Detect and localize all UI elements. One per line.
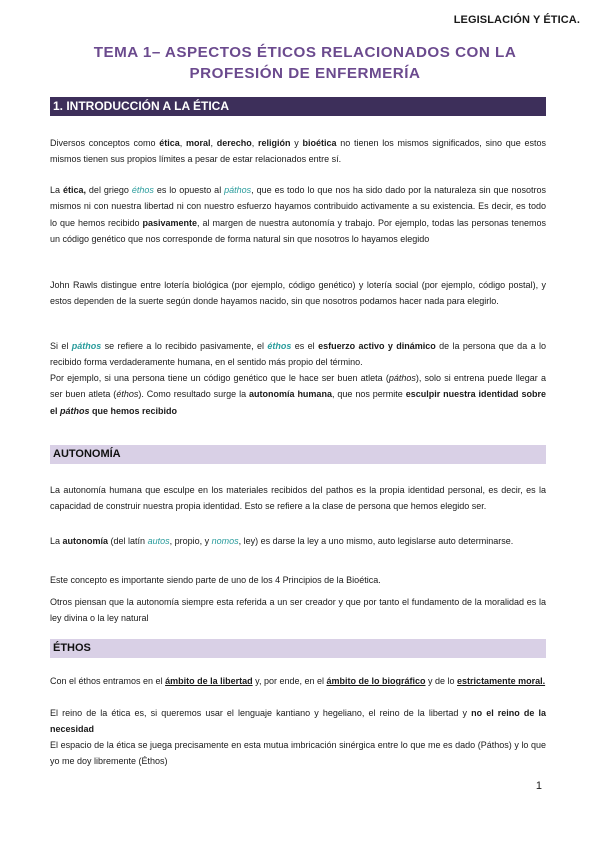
- section-heading-ethos: ÉTHOS: [50, 639, 546, 658]
- document-header-tag: LEGISLACIÓN Y ÉTICA.: [453, 14, 580, 26]
- ethos-paragraph-2: El reino de la ética es, si queremos usar el lenguaje kantiano y hegeliano, el reino de la libertad y no el reino de la necesidad: [50, 708, 546, 735]
- section-heading-intro: 1. INTRODUCCIÓN A LA ÉTICA: [50, 97, 546, 116]
- intro-paragraph-2: La ética, del griego éthos es lo opuesto al páthos, que es todo lo que nos ha sido dado por la naturaleza sin que nosotros mismos ni con nuestra libertad ni con nuestro esfuerzo hayamos contribuido activamente a su existencia. Es decir, es todo lo que hemos recibido pasivamente, al margen de nuestra autonomía y trabajo. Por ejemplo, todas las personas tenemos un código genético que nos corresponde de forma natural sin que nosotros lo hayamos elegido: [50, 185, 547, 245]
- intro-paragraph-3: John Rawls distingue entre lotería biológica (por ejemplo, código genético) y lotería social (por ejemplo, código postal), y estos dependen de la suerte según donde hayamos nacido, sin que nosotros podamos hacer nada para elegirlo.: [50, 280, 546, 307]
- page-title-line-1: TEMA 1– ASPECTOS ÉTICOS RELACIONADOS CON LA: [93, 44, 517, 61]
- page-title: [55, 42, 555, 84]
- page-number: 1: [535, 780, 542, 792]
- page-title-line-2: PROFESIÓN DE ENFERMERÍA: [189, 65, 421, 82]
- autonomia-paragraph-3: Este concepto es importante siendo parte de uno de los 4 Principios de la Bioética.: [50, 575, 381, 585]
- autonomia-paragraph-4: Otros piensan que la autonomía siempre esta referida a un ser creador y que por tanto el fundamento de la moralidad es la ley divina o la ley natural: [50, 597, 546, 624]
- intro-paragraph-1: Diversos conceptos como ética, moral, derecho, religión y bioética no tienen los mismos significados, sino que estos mismos tienen sus propios límites a pesar de estar relacionados entre sí.: [50, 138, 546, 165]
- autonomia-paragraph-2: La autonomía (del latín autos, propio, y nomos, ley) es darse la ley a uno mismo, auto legislarse auto determinarse.: [50, 536, 514, 546]
- autonomia-paragraph-1: La autonomía humana que esculpe en los materiales recibidos del pathos es la propia identidad personal, es decir, es la capacidad de construir nuestra propia identidad. Esto se refiere a la clase de persona que hemos elegido ser.: [50, 485, 546, 512]
- ethos-paragraph-3: El espacio de la ética se juega precisamente en esta mutua imbricación sinérgica entre lo que me es dado (Páthos) y lo que yo me doy libremente (Éthos): [50, 740, 546, 767]
- ethos-paragraph-1: Con el éthos entramos en el ámbito de la libertad y, por ende, en el ámbito de lo biográfico y de lo estrictamente moral.: [50, 676, 546, 686]
- intro-paragraph-4: Si el páthos se refiere a lo recibido pasivamente, el éthos es el esfuerzo activo y dinámico de la persona que da a lo recibido forma verdaderamente humana, en el sentido más propio del término.: [50, 341, 546, 368]
- intro-paragraph-5: Por ejemplo, si una persona tiene un código genético que le hace ser buen atleta (páthos), solo si entrena puede llegar a ser buen atleta (éthos). Como resultado surge la autonomía humana, que nos permite esculpir nuestra identidad sobre el páthos que hemos recibido: [50, 373, 546, 416]
- section-heading-autonomia: AUTONOMÍA: [50, 445, 546, 464]
